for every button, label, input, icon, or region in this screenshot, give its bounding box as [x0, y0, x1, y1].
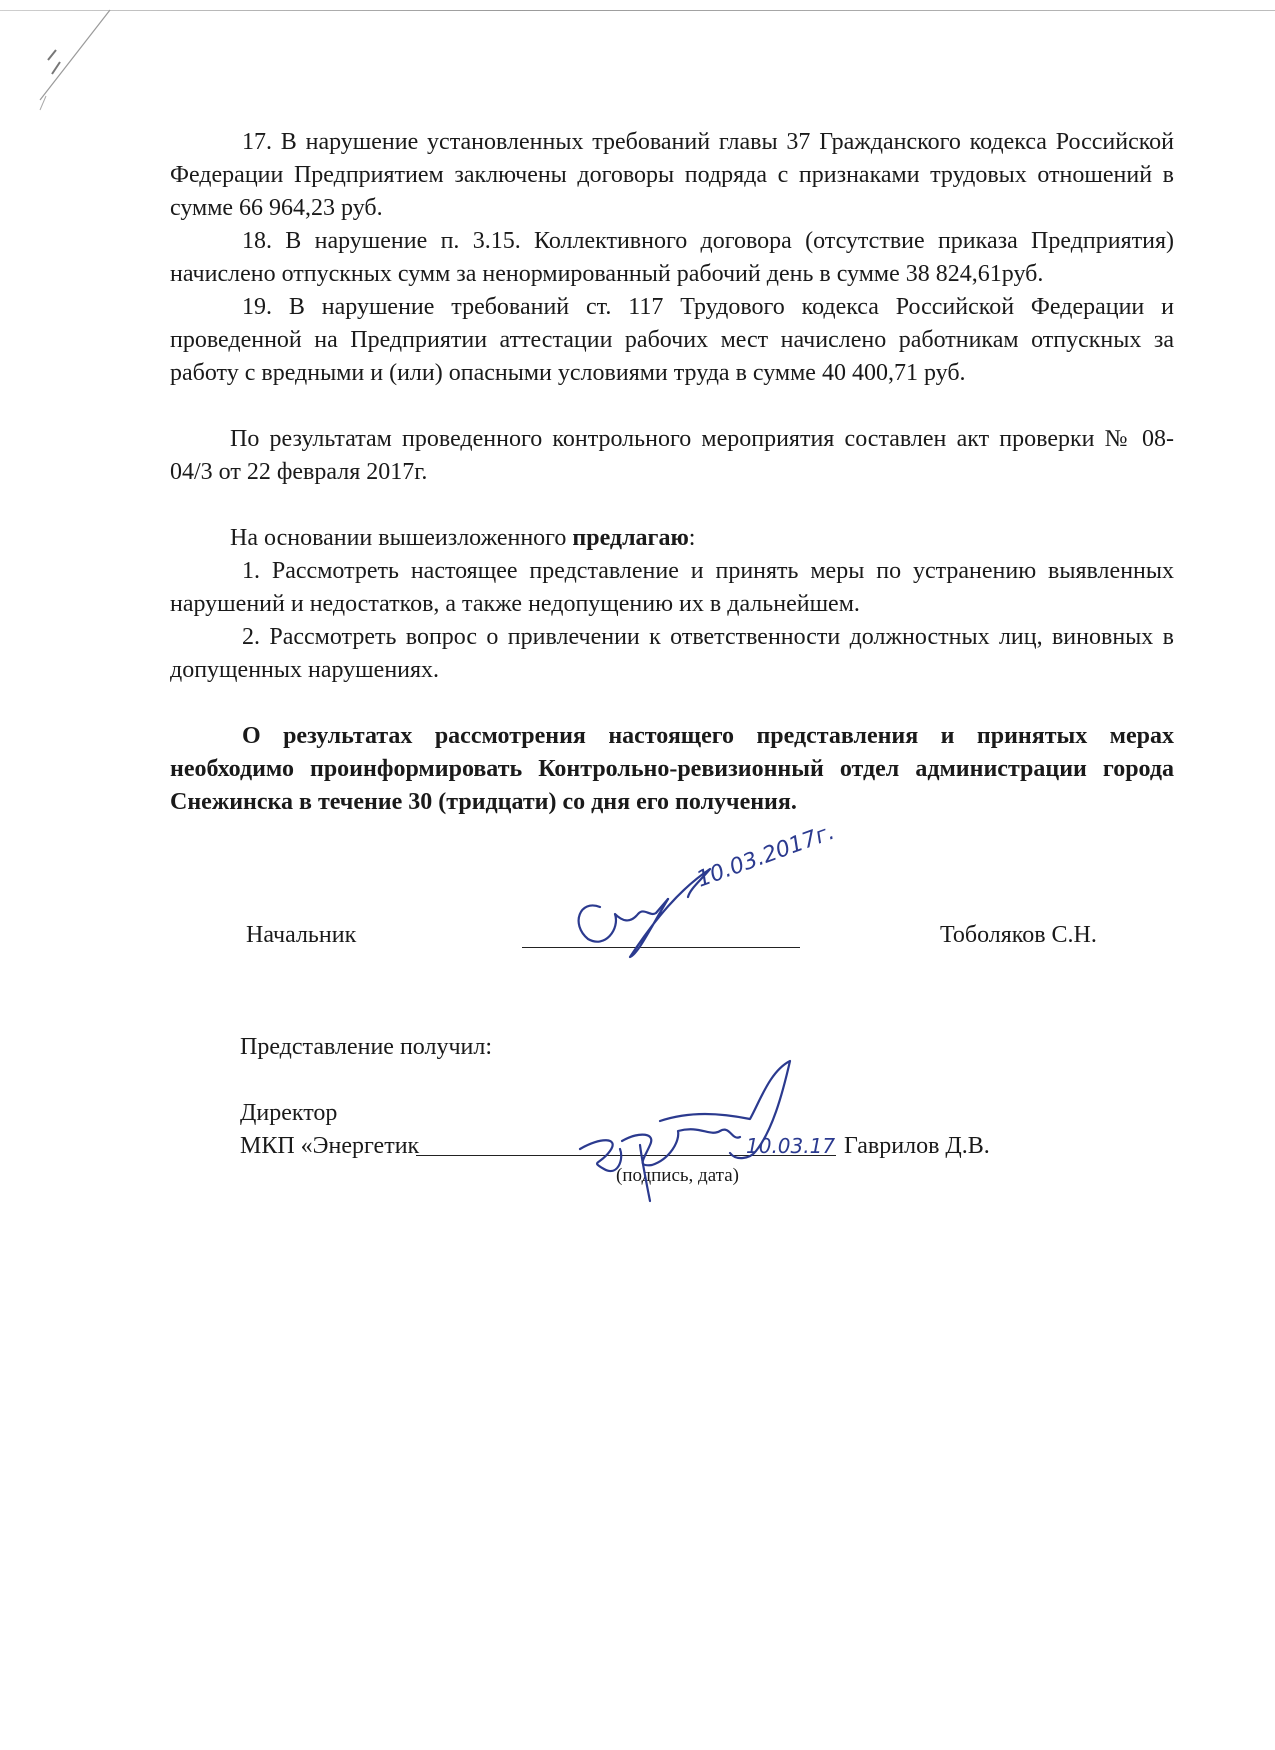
proposal-intro-bold: предлагаю: [572, 525, 689, 551]
head-handwritten-date: 10.03.2017г.: [693, 819, 838, 893]
paragraph-18: 18. В нарушение п. 3.15. Коллективного договора (отсутствие приказа Предприятия) начислено отпускных сумм за ненормированный рабочий день в сумме 38 824,61руб.: [170, 228, 1174, 287]
receipt-position-line2: МКП «Энергетик: [240, 1133, 420, 1159]
receipt-heading: Представление получил:: [240, 1034, 493, 1060]
receipt-position-line1: Директор: [240, 1100, 338, 1126]
head-title: Начальник: [246, 922, 357, 948]
document-body: [170, 126, 1174, 1231]
proposal-intro-colon: :: [688, 525, 696, 551]
proposal-item-2: 2. Рассмотреть вопрос о привлечении к ответственности должностных лиц, виновных в допущенных нарушениях.: [170, 624, 1174, 683]
head-name: Тоболяков С.Н.: [940, 922, 1097, 948]
proposal-item-1: 1. Рассмотреть настоящее представление и принять меры по устранению выявленных нарушений и недостатков, а также недопущению их в дальнейшем.: [170, 558, 1174, 617]
scan-artifact-mark: [0, 0, 140, 140]
paragraph-act: По результатам проведенного контрольного мероприятия составлен акт проверки № 08-04/3 от 22 февраля 2017г.: [170, 426, 1174, 485]
receipt-handwritten-date: 10.03.17: [746, 1134, 836, 1158]
proposal-intro: [170, 522, 1174, 555]
receipt-caption: (подпись, дата): [616, 1165, 739, 1186]
scan-top-edge: [0, 10, 1275, 11]
proposal-intro-text: На основании вышеизложенного: [230, 525, 573, 551]
head-signature-image: [560, 819, 838, 959]
paragraph-19: 19. В нарушение требований ст. 117 Трудового кодекса Российской Федерации и проведенной на Предприятии аттестации рабочих мест начислено работникам отпускных за работу с вредными и (или) опасными условиями труда в сумме 40 400,71 руб.: [170, 294, 1174, 386]
receipt-block: [170, 1031, 1174, 1231]
receipt-signature-image: [560, 1041, 836, 1211]
notice-paragraph: О результатах рассмотрения настоящего представления и принятых мерах необходимо проинформировать Контрольно-ревизионный отдел администрации города Снежинска в течение 30 (тридцати) со дня его получения.: [170, 723, 1174, 815]
receipt-name: Гаврилов Д.В.: [844, 1133, 990, 1159]
paragraph-17: 17. В нарушение установленных требований главы 37 Гражданского кодекса Российской Федерации Предприятием заключены договоры подряда с признаками трудовых отношений в сумме 66 964,23 руб.: [170, 129, 1174, 221]
head-signature-block: [170, 819, 1174, 969]
